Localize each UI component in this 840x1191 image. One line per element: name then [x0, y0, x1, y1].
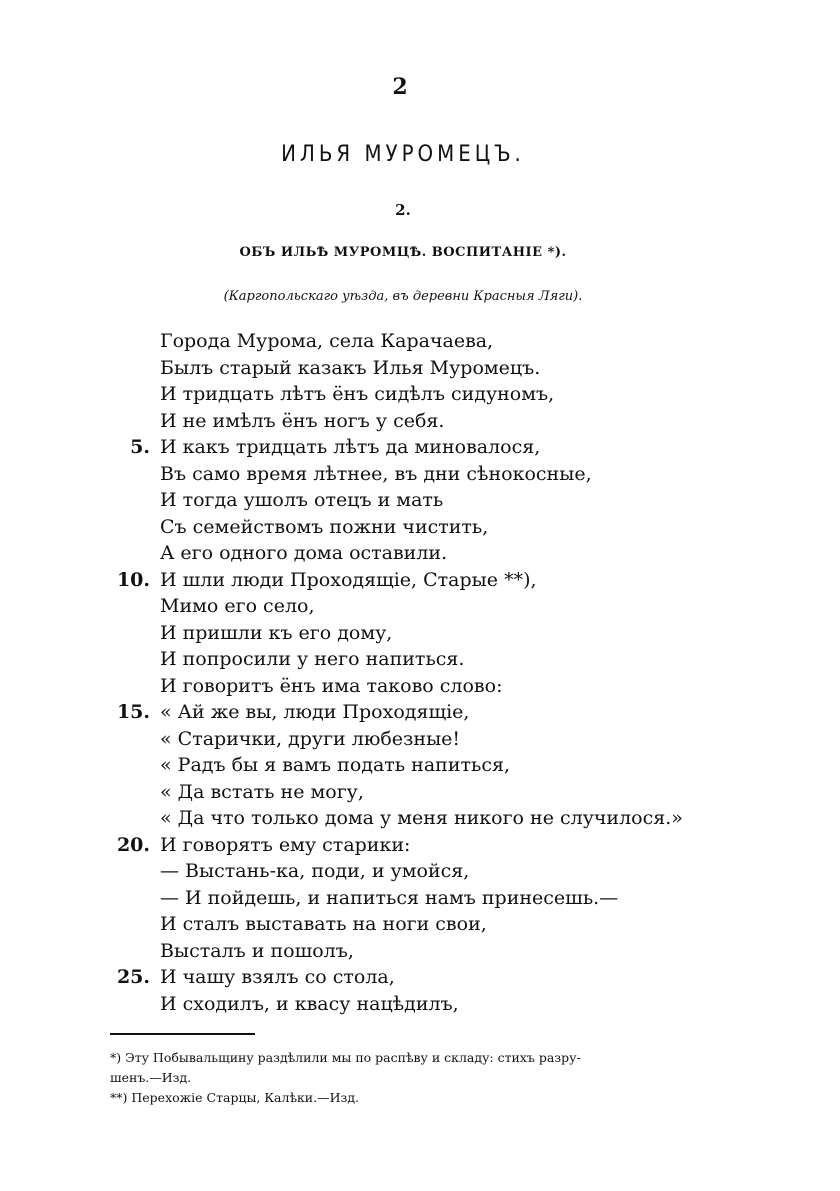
verse-text: « Старички, други любезные!	[160, 727, 461, 750]
verse-line	[0, 567, 840, 594]
footnote-mark: **)	[110, 1090, 128, 1105]
verse-line	[0, 805, 840, 832]
verse-line	[0, 355, 840, 382]
verse-text: Съ семействомъ пожни чистить,	[160, 515, 489, 538]
footnote	[110, 1048, 680, 1088]
footnote-mark: *)	[110, 1050, 122, 1065]
verse-text: И сталъ выставать на ноги свои,	[160, 913, 487, 935]
verse-text: И попросили у него напиться.	[160, 648, 465, 670]
verse-line	[0, 858, 840, 885]
verse-text: И шли люди Проходящіе, Старые **),	[160, 568, 537, 591]
footnote-text: Эту Побывальщину раздѣлили мы по распѣву и складу: стихъ разру-	[125, 1050, 581, 1065]
footnotes	[110, 1048, 680, 1108]
verse-line	[0, 832, 840, 859]
verse-text: Былъ старый казакъ Илья Муромецъ.	[160, 356, 541, 379]
verse-line	[0, 381, 840, 408]
footnote-text: Перехожіе Старцы, Калѣки.—Изд.	[131, 1090, 359, 1105]
verse-line	[0, 540, 840, 567]
verse-number: 5.	[130, 436, 150, 458]
verse-text: « Да что только дома у меня никого не случилося.»	[160, 807, 683, 829]
verse-line	[0, 514, 840, 541]
verse-line	[0, 938, 840, 965]
verse-text: Въ само время лѣтнее, въ дни сѣнокосные,	[160, 462, 592, 485]
verse-line	[0, 779, 840, 806]
verse-line	[0, 673, 840, 700]
verse-line	[0, 620, 840, 647]
poem-source-note: (Каргопольскаго уѣзда, въ деревни Красныя Ляги).	[223, 289, 583, 304]
verse-text: И говоритъ ёнъ има таково слово:	[160, 674, 503, 697]
verse-line	[0, 487, 840, 514]
verse-text: « Ай же вы, люди Проходящіе,	[160, 701, 470, 723]
verse-line	[0, 911, 840, 938]
verse-text: Высталъ и пошолъ,	[160, 939, 354, 962]
section-number: 2.	[395, 201, 411, 219]
verse-line	[0, 699, 840, 726]
verse-line	[0, 461, 840, 488]
verse-text: И не имѣлъ ёнъ ногъ у себя.	[160, 409, 445, 432]
verse-line	[0, 593, 840, 620]
poem-verses	[0, 328, 840, 1017]
verse-number: 10.	[116, 568, 150, 591]
verse-line	[0, 885, 840, 912]
verse-text: И говорятъ ему старики:	[160, 833, 411, 856]
verse-line	[0, 752, 840, 779]
footnote-divider	[110, 1033, 255, 1035]
verse-text: И чашу взялъ со стола,	[160, 966, 395, 988]
verse-line	[0, 434, 840, 461]
page-number: 2	[392, 74, 408, 100]
verse-text: Города Мурома, села Карачаева,	[160, 330, 494, 352]
poem-heading: ОБЪ ИЛЬѢ МУРОМЦѢ. ВОСПИТАНІЕ *).	[239, 245, 567, 260]
verse-line	[0, 646, 840, 673]
verse-text: И тридцать лѣтъ ёнъ сидѣлъ сидуномъ,	[160, 383, 555, 405]
verse-line	[0, 328, 840, 355]
verse-text: И пришли къ его дому,	[160, 621, 393, 644]
footnote-continuation: шенъ.—Изд.	[110, 1070, 192, 1085]
verse-text: — Выстань-ка, поди, и умойся,	[160, 860, 470, 882]
verse-text: А его одного дома оставили.	[160, 542, 448, 564]
verse-line	[0, 726, 840, 753]
verse-text: И сходилъ, и квасу нацѣдилъ,	[160, 992, 459, 1015]
verse-text: И какъ тридцать лѣтъ да миновалося,	[160, 436, 541, 458]
footnote	[110, 1088, 680, 1108]
verse-line	[0, 408, 840, 435]
verse-line	[0, 964, 840, 991]
verse-text: Мимо его село,	[160, 595, 315, 617]
verse-text: « Да встать не могу,	[160, 780, 364, 803]
verse-line	[0, 991, 840, 1018]
verse-number: 20.	[116, 833, 150, 856]
verse-number: 15.	[116, 701, 150, 723]
verse-text: — И пойдешь, и напиться намъ принесешь.—	[160, 886, 619, 909]
verse-text: « Радъ бы я вамъ подать напиться,	[160, 754, 511, 776]
verse-text: И тогда ушолъ отецъ и мать	[160, 489, 444, 511]
verse-number: 25.	[116, 966, 150, 988]
page-title: ИЛЬЯ МУРОМЕЦЪ.	[281, 142, 525, 167]
